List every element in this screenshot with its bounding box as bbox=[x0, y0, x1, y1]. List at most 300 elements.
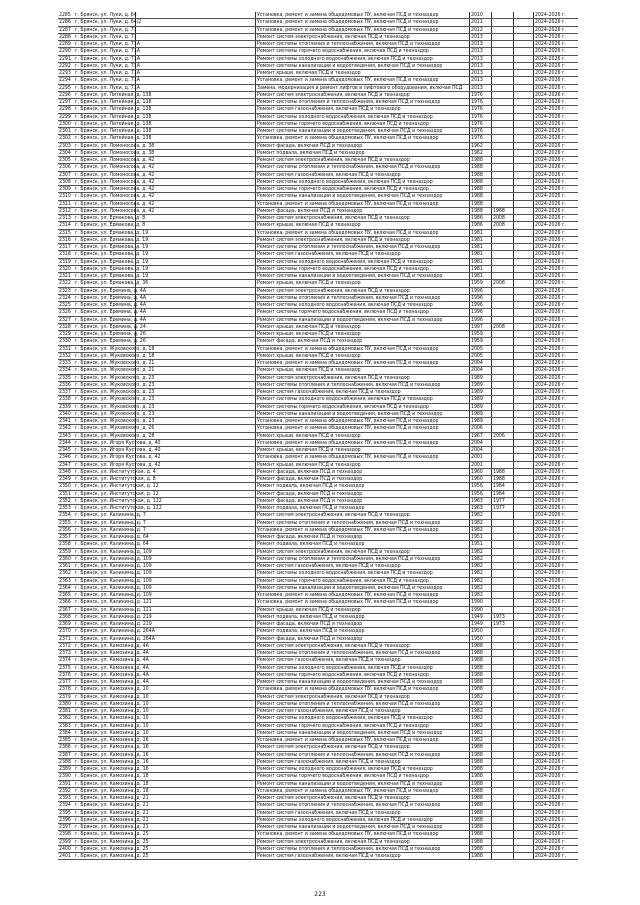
planned-period-cell: 2024-2026 г. bbox=[535, 149, 566, 156]
commission-year-cell: 1988 bbox=[470, 193, 492, 199]
last-repair-year-cell bbox=[492, 853, 514, 859]
address-cell: г. Брянск, ул. Ермакова, д. 8 bbox=[75, 215, 146, 221]
table-row bbox=[58, 527, 578, 534]
last-repair-year-cell bbox=[492, 56, 514, 62]
work-type-cell: Установка, ремонт и замена общедомовых ПУ, включая ПСД и техназдор bbox=[256, 599, 470, 605]
blank-cell bbox=[136, 585, 256, 591]
commission-year-cell: 2004 bbox=[470, 447, 492, 453]
blank-cell bbox=[514, 788, 534, 794]
blank-cell bbox=[136, 92, 256, 98]
address-cell: г. Брянск, ул. Ломоносова, д. 42 bbox=[75, 207, 155, 214]
work-type-cell: Ремонт системы отопления и теплоснабжения, включая ПСД и техназдор bbox=[256, 650, 470, 656]
row-number: 2361 bbox=[59, 563, 71, 569]
planned-period-cell: 2024-2026 г. bbox=[535, 381, 566, 388]
address-cell: г. Брянск, ул. Жуковского, д. 23 bbox=[75, 403, 155, 410]
row-number: 2287 bbox=[59, 26, 71, 33]
table-row bbox=[58, 288, 578, 295]
commission-year-cell: 1951 bbox=[470, 541, 492, 547]
blank-cell bbox=[136, 34, 256, 40]
table-row bbox=[58, 114, 578, 121]
last-repair-year-cell bbox=[492, 114, 514, 120]
table-row bbox=[58, 788, 578, 795]
row-number: 2369 bbox=[59, 621, 71, 627]
commission-year-cell: 2013 bbox=[470, 70, 492, 76]
blank-cell bbox=[136, 208, 256, 214]
work-type-cell: Ремонт крыши, включая ПСД и техназдор bbox=[256, 462, 470, 468]
blank-cell bbox=[514, 179, 534, 185]
planned-period-cell: 2024-2026 г. bbox=[535, 816, 566, 823]
commission-year-cell: 1981 bbox=[470, 230, 492, 236]
row-number: 2395 bbox=[59, 809, 71, 816]
planned-period-cell: 2024-2026 г. bbox=[535, 584, 566, 591]
blank-cell bbox=[514, 679, 534, 685]
last-repair-year-cell bbox=[492, 404, 514, 410]
blank-cell bbox=[514, 295, 534, 301]
blank-cell bbox=[514, 331, 534, 337]
commission-year-cell: 1988 bbox=[470, 208, 492, 214]
work-type-cell: Установка, ремонт и замена общедомовых ПУ, включая ПСД и техназдор bbox=[256, 201, 470, 207]
blank-cell bbox=[514, 34, 534, 40]
blank-cell bbox=[514, 63, 534, 69]
address-cell: г. Брянск, ул. Калинина, д. 264А bbox=[75, 635, 155, 642]
blank-cell bbox=[136, 708, 256, 714]
last-repair-year-cell: 1988 bbox=[492, 476, 514, 482]
last-repair-year-cell bbox=[492, 715, 514, 721]
table-row bbox=[58, 556, 578, 563]
blank-cell bbox=[136, 650, 256, 656]
commission-year-cell: 1988 bbox=[470, 846, 492, 852]
work-type-cell: Ремонт системы холодного водоснабжения, включая ПСД и техназдор bbox=[256, 766, 470, 772]
row-number: 2358 bbox=[59, 541, 71, 548]
last-repair-year-cell bbox=[492, 759, 514, 765]
last-repair-year-cell bbox=[492, 150, 514, 156]
row-number: 2379 bbox=[59, 693, 71, 700]
table-row bbox=[58, 657, 578, 664]
blank-cell bbox=[136, 251, 256, 257]
address-cell: г. Брянск, ул. Ермакова, д. 36 bbox=[75, 280, 149, 287]
row-number: 2330 bbox=[59, 338, 71, 345]
table-row bbox=[58, 469, 578, 476]
blank-cell bbox=[136, 404, 256, 410]
blank-cell bbox=[136, 795, 256, 801]
table-row bbox=[58, 846, 578, 853]
work-type-cell: Ремонт системы холодного водоснабжения, включая ПСД и техназдор bbox=[256, 302, 470, 308]
row-number: 2323 bbox=[59, 287, 71, 294]
planned-period-cell: 2024-2026 г. bbox=[535, 164, 566, 171]
planned-period-cell: 2024-2026 г. bbox=[535, 396, 566, 403]
address-cell: г. Брянск, ул. Еремина, д. 26 bbox=[75, 331, 146, 337]
address-cell: г. Брянск, ул. Камозина, д. 16 bbox=[75, 751, 149, 758]
planned-period-cell: 2024-2026 г. bbox=[535, 824, 566, 830]
blank-cell bbox=[514, 853, 534, 859]
table-row bbox=[58, 309, 578, 316]
last-repair-year-cell bbox=[492, 12, 514, 18]
last-repair-year-cell bbox=[492, 85, 514, 91]
last-repair-year-cell bbox=[492, 672, 514, 678]
address-cell: г. Брянск, ул. Луки, д. 64/2 bbox=[75, 19, 142, 26]
table-row bbox=[58, 215, 578, 222]
planned-period-cell: 2024-2026 г. bbox=[535, 766, 566, 772]
last-repair-year-cell: 1977 bbox=[492, 505, 514, 511]
table-row bbox=[58, 715, 578, 722]
planned-period-cell: 2024-2026 г. bbox=[535, 555, 566, 562]
row-number: 2385 bbox=[59, 737, 71, 743]
address-cell: г. Брянск, ул. Луки, д. 71 bbox=[75, 33, 137, 40]
last-repair-year-cell bbox=[492, 63, 514, 69]
address-cell: г. Брянск, ул. Еремина, д. 4А bbox=[75, 287, 147, 294]
blank-cell bbox=[136, 135, 256, 141]
last-repair-year-cell bbox=[492, 462, 514, 468]
blank-cell bbox=[136, 737, 256, 743]
work-type-cell: Установка, ремонт и замена общедомовых ПУ, включая ПСД и техназдор bbox=[256, 77, 470, 83]
last-repair-year-cell bbox=[492, 418, 514, 424]
last-repair-year-cell bbox=[492, 694, 514, 700]
blank-cell bbox=[514, 128, 534, 134]
address-cell: г. Брянск, ул. Камозина, д. 18 bbox=[75, 787, 149, 794]
planned-period-cell: 2024-2026 г. bbox=[535, 592, 566, 598]
table-row bbox=[58, 628, 578, 635]
blank-cell bbox=[514, 150, 534, 156]
blank-cell bbox=[514, 570, 534, 576]
commission-year-cell: 1982 bbox=[470, 556, 492, 562]
blank-cell bbox=[136, 338, 256, 344]
planned-period-cell: 2024-2026 г. bbox=[535, 621, 566, 627]
blank-cell bbox=[514, 462, 534, 468]
planned-period-cell: 2024-2026 г. bbox=[535, 700, 566, 707]
blank-cell bbox=[514, 259, 534, 265]
address-cell: г. Брянск, ул. Литейная, д. 138 bbox=[75, 91, 152, 98]
planned-period-cell: 2024-2026 г. bbox=[535, 360, 566, 366]
commission-year-cell: 1982 bbox=[470, 737, 492, 743]
work-type-cell: Ремонт подвала, включая ПСД и техназдор bbox=[256, 150, 470, 156]
commission-year-cell: 1996 bbox=[470, 302, 492, 308]
address-cell: г. Брянск, ул. Жуковского, д. 26 bbox=[75, 425, 155, 432]
address-cell: г. Брянск, ул. Камозина, д. 10 bbox=[75, 708, 149, 714]
row-number: 2285 bbox=[59, 12, 71, 18]
page-number: 223 bbox=[314, 891, 326, 898]
planned-period-cell: 2024-2026 г. bbox=[535, 265, 566, 272]
planned-period-cell: 2024-2026 г. bbox=[535, 729, 566, 736]
table-row bbox=[58, 730, 578, 737]
table-row bbox=[58, 266, 578, 273]
row-number: 2329 bbox=[59, 331, 71, 337]
blank-cell bbox=[136, 396, 256, 402]
commission-year-cell: 1982 bbox=[470, 527, 492, 533]
address-cell: г. Брянск, ул. Калинина, д. 109 bbox=[75, 570, 152, 577]
work-type-cell: Установка, ремонт и замена общедомовых ПУ, включая ПСД и техназдор bbox=[256, 19, 470, 25]
commission-year-cell: 1996 bbox=[470, 295, 492, 301]
row-number: 2302 bbox=[59, 135, 71, 142]
address-cell: г. Брянск, ул. Калинина, д. 109 bbox=[75, 548, 152, 555]
last-repair-year-cell bbox=[492, 92, 514, 98]
address-cell: г. Брянск, ул. Ермакова, д. 19 bbox=[75, 236, 149, 243]
blank-cell bbox=[514, 48, 534, 54]
blank-cell bbox=[136, 694, 256, 700]
address-cell: г. Брянск, ул. Литейная, д. 138 bbox=[75, 120, 152, 127]
address-cell: г. Брянск, ул. Игоря Кустова, д. 40 bbox=[75, 439, 161, 446]
work-type-cell: Ремонт систем электроснабжения, включая ПСД и техназдор bbox=[256, 215, 470, 221]
commission-year-cell: 1988 bbox=[470, 831, 492, 837]
work-type-cell: Ремонт системы горячего водоснабжения, включая ПСД и техназдор bbox=[256, 773, 470, 779]
planned-period-cell: 2024-2026 г. bbox=[535, 468, 566, 475]
planned-period-cell: 2024-2026 г. bbox=[535, 84, 566, 91]
row-number: 2339 bbox=[59, 403, 71, 410]
blank-cell bbox=[136, 534, 256, 540]
planned-period-cell: 2024-2026 г. bbox=[535, 795, 566, 801]
last-repair-year-cell bbox=[492, 237, 514, 243]
blank-cell bbox=[136, 150, 256, 156]
row-number: 2398 bbox=[59, 831, 71, 838]
blank-cell bbox=[136, 839, 256, 845]
work-type-cell: Ремонт фасада, включая ПСД и техназдор bbox=[256, 491, 470, 497]
commission-year-cell: 2013 bbox=[470, 41, 492, 47]
table-row bbox=[58, 280, 578, 287]
blank-cell bbox=[136, 491, 256, 497]
work-type-cell: Установка, ремонт и замена общедомовых ПУ, включая ПСД и техназдор bbox=[256, 440, 470, 446]
table-row bbox=[58, 853, 578, 860]
blank-cell bbox=[136, 512, 256, 518]
last-repair-year-cell bbox=[492, 259, 514, 265]
work-type-cell: Ремонт подвала, включая ПСД и техназдор bbox=[256, 614, 470, 620]
row-number: 2320 bbox=[59, 265, 71, 272]
row-number: 2393 bbox=[59, 795, 71, 801]
address-cell: г. Брянск, ул. Еремина, д. 24 bbox=[75, 323, 146, 330]
last-repair-year-cell bbox=[492, 454, 514, 460]
last-repair-year-cell bbox=[492, 317, 514, 323]
work-type-cell: Ремонт системы канализации и водоотведения, включая ПСД и техназдор bbox=[256, 63, 470, 69]
work-type-cell: Ремонт подвала, включая ПСД и техназдор bbox=[256, 505, 470, 511]
row-number: 2304 bbox=[59, 149, 71, 156]
planned-period-cell: 2024-2026 г. bbox=[535, 280, 566, 287]
blank-cell bbox=[136, 476, 256, 482]
planned-period-cell: 2024-2026 г. bbox=[535, 737, 566, 743]
address-cell: г. Брянск, ул. Калинина, д. 64 bbox=[75, 541, 149, 548]
row-number: 2370 bbox=[59, 628, 71, 635]
work-type-cell: Ремонт систем электроснабжения, включая ПСД и техназдор bbox=[256, 694, 470, 700]
address-cell: г. Брянск, ул. Камозина, д. 4А bbox=[75, 650, 149, 656]
address-cell: г. Брянск, ул. Камозина, д. 16 bbox=[75, 737, 149, 743]
blank-cell bbox=[514, 360, 534, 366]
commission-year-cell: 2006 bbox=[470, 425, 492, 431]
blank-cell bbox=[514, 106, 534, 112]
blank-cell bbox=[514, 222, 534, 228]
commission-year-cell: 1976 bbox=[470, 128, 492, 134]
blank-cell bbox=[514, 708, 534, 714]
blank-cell bbox=[514, 534, 534, 540]
planned-period-cell: 2024-2026 г. bbox=[535, 215, 566, 221]
blank-cell bbox=[136, 433, 256, 439]
table-row bbox=[58, 251, 578, 258]
blank-cell bbox=[136, 418, 256, 424]
work-type-cell: Ремонт системы горячего водоснабжения, включая ПСД и техназдор bbox=[256, 121, 470, 127]
row-number: 2377 bbox=[59, 679, 71, 685]
commission-year-cell: 1988 bbox=[470, 744, 492, 750]
planned-period-cell: 2024-2026 г. bbox=[535, 838, 566, 845]
commission-year-cell: 1981 bbox=[470, 273, 492, 279]
planned-period-cell: 2024-2026 г. bbox=[535, 483, 566, 490]
row-number: 2388 bbox=[59, 758, 71, 765]
work-type-cell: Ремонт системы канализации и водоотведения, включая ПСД и техназдор bbox=[256, 273, 470, 279]
work-type-cell: Ремонт систем электроснабжения, включая ПСД и техназдор bbox=[256, 512, 470, 518]
row-number: 2334 bbox=[59, 367, 71, 374]
work-type-cell: Ремонт системы горячего водоснабжения, включая ПСД и техназдор bbox=[256, 404, 470, 410]
blank-cell bbox=[514, 382, 534, 388]
planned-period-cell: 2024-2026 г. bbox=[535, 715, 566, 722]
blank-cell bbox=[514, 817, 534, 823]
blank-cell bbox=[136, 759, 256, 765]
work-type-cell: Установка, ремонт и замена общедомовых ПУ, включая ПСД и техназдор bbox=[256, 418, 470, 424]
commission-year-cell: 1981 bbox=[470, 251, 492, 257]
row-number: 2384 bbox=[59, 729, 71, 736]
work-type-cell: Ремонт системы горячего водоснабжения, включая ПСД и техназдор bbox=[256, 309, 470, 315]
blank-cell bbox=[136, 773, 256, 779]
commission-year-cell: 2011 bbox=[470, 19, 492, 25]
planned-period-cell: 2024-2026 г. bbox=[535, 345, 566, 352]
planned-period-cell: 2024-2026 г. bbox=[535, 526, 566, 533]
table-row bbox=[58, 201, 578, 208]
table-row bbox=[58, 701, 578, 708]
blank-cell bbox=[136, 527, 256, 533]
blank-cell bbox=[136, 665, 256, 671]
blank-cell bbox=[514, 672, 534, 678]
planned-period-cell: 2024-2026 г. bbox=[535, 686, 566, 693]
row-number: 2337 bbox=[59, 389, 71, 395]
address-cell: г. Брянск, ул. Еремина, д. 4А bbox=[75, 294, 147, 301]
address-cell: г. Брянск, ул. Камозина, д. 18 bbox=[75, 773, 149, 780]
planned-period-cell: 2024-2026 г. bbox=[535, 77, 566, 84]
commission-year-cell: 1996 bbox=[470, 288, 492, 294]
blank-cell bbox=[514, 77, 534, 83]
row-number: 2310 bbox=[59, 193, 71, 200]
work-type-cell: Ремонт системы отопления и теплоснабжения, включая ПСД и техназдор bbox=[256, 802, 470, 808]
table-row bbox=[58, 396, 578, 403]
work-type-cell: Ремонт фасада, включая ПСД и техназдор bbox=[256, 534, 470, 540]
planned-period-cell: 2024-2026 г. bbox=[535, 19, 566, 26]
blank-cell bbox=[514, 621, 534, 627]
planned-period-cell: 2024-2026 г. bbox=[535, 186, 566, 192]
row-number: 2331 bbox=[59, 345, 71, 352]
commission-year-cell: 1959 bbox=[470, 338, 492, 344]
last-repair-year-cell bbox=[492, 607, 514, 613]
row-number: 2291 bbox=[59, 55, 71, 62]
last-repair-year-cell bbox=[492, 425, 514, 431]
last-repair-year-cell bbox=[492, 737, 514, 743]
planned-period-cell: 2024-2026 г. bbox=[535, 751, 566, 758]
address-cell: г. Брянск, ул. Камозина, д. 10 bbox=[75, 729, 149, 736]
planned-period-cell: 2024-2026 г. bbox=[535, 432, 566, 439]
blank-cell bbox=[514, 498, 534, 504]
planned-period-cell: 2024-2026 г. bbox=[535, 55, 566, 62]
row-number: 2360 bbox=[59, 555, 71, 562]
blank-cell bbox=[514, 143, 534, 149]
row-number: 2346 bbox=[59, 454, 71, 461]
commission-year-cell: 1981 bbox=[470, 259, 492, 265]
commission-year-cell: 1982 bbox=[470, 578, 492, 584]
planned-period-cell: 2024-2026 г. bbox=[535, 287, 566, 294]
blank-cell bbox=[514, 172, 534, 178]
table-row bbox=[58, 85, 578, 92]
commission-year-cell: 2001 bbox=[470, 462, 492, 468]
planned-period-cell: 2024-2026 г. bbox=[535, 294, 566, 301]
table-row bbox=[58, 817, 578, 824]
blank-cell bbox=[136, 237, 256, 243]
row-number: 2297 bbox=[59, 99, 71, 105]
blank-cell bbox=[136, 643, 256, 649]
row-number: 2372 bbox=[59, 642, 71, 649]
commission-year-cell: 1956 bbox=[470, 483, 492, 489]
blank-cell bbox=[514, 527, 534, 533]
blank-cell bbox=[514, 599, 534, 605]
address-cell: г. Брянск, ул. Луки, д. 71А bbox=[75, 70, 140, 76]
blank-cell bbox=[136, 853, 256, 859]
blank-cell bbox=[136, 556, 256, 562]
blank-cell bbox=[136, 230, 256, 236]
work-type-cell: Ремонт системы канализации и водоотведения, включая ПСД и техназдор bbox=[256, 679, 470, 685]
address-cell: г. Брянск, ул. Камозина, д. 16 bbox=[75, 744, 149, 751]
blank-cell bbox=[514, 70, 534, 76]
row-number: 2298 bbox=[59, 106, 71, 113]
blank-cell bbox=[514, 476, 534, 482]
blank-cell bbox=[136, 324, 256, 330]
planned-period-cell: 2024-2026 г. bbox=[535, 802, 566, 809]
blank-cell bbox=[136, 425, 256, 431]
address-cell: г. Брянск, ул. Камозина, д. 4А bbox=[75, 657, 149, 664]
work-type-cell: Ремонт систем электроснабжения, включая ПСД и техназдор bbox=[256, 375, 470, 381]
row-number: 2368 bbox=[59, 613, 71, 620]
work-type-cell: Ремонт систем электроснабжения, включая ПСД и техназдор bbox=[256, 288, 470, 294]
commission-year-cell: 2005 bbox=[470, 353, 492, 359]
blank-cell bbox=[136, 781, 256, 787]
commission-year-cell: 2001 bbox=[470, 454, 492, 460]
last-repair-year-cell bbox=[492, 41, 514, 47]
planned-period-cell: 2024-2026 г. bbox=[535, 541, 566, 548]
commission-year-cell: 1986 bbox=[470, 222, 492, 228]
work-type-cell: Установка, ремонт и замена общедомовых ПУ, включая ПСД и техназдор bbox=[256, 346, 470, 352]
blank-cell bbox=[136, 375, 256, 381]
commission-year-cell: 1976 bbox=[470, 135, 492, 141]
table-row bbox=[58, 831, 578, 838]
planned-period-cell: 2024-2026 г. bbox=[535, 207, 566, 214]
blank-cell bbox=[514, 121, 534, 127]
row-number: 2348 bbox=[59, 468, 71, 475]
blank-cell bbox=[514, 309, 534, 315]
row-number: 2374 bbox=[59, 657, 71, 664]
blank-cell bbox=[514, 418, 534, 424]
blank-cell bbox=[136, 128, 256, 134]
commission-year-cell: 1982 bbox=[470, 592, 492, 598]
address-cell: г. Брянск, ул. Литейная, д. 138 bbox=[75, 106, 152, 113]
planned-period-cell: 2024-2026 г. bbox=[535, 157, 566, 163]
last-repair-year-cell bbox=[492, 128, 514, 134]
blank-cell bbox=[514, 425, 534, 431]
blank-cell bbox=[514, 737, 534, 743]
address-cell: г. Брянск, ул. Камозина, д. 25 bbox=[75, 838, 149, 845]
last-repair-year-cell bbox=[492, 628, 514, 634]
planned-period-cell: 2024-2026 г. bbox=[535, 171, 566, 178]
commission-year-cell: 1982 bbox=[470, 730, 492, 736]
last-repair-year-cell bbox=[492, 788, 514, 794]
blank-cell bbox=[136, 367, 256, 373]
blank-cell bbox=[136, 106, 256, 112]
blank-cell bbox=[136, 164, 256, 170]
address-cell: г. Брянск, ул. Жуковского, д. 23 bbox=[75, 418, 155, 424]
blank-cell bbox=[514, 592, 534, 598]
blank-cell bbox=[514, 56, 534, 62]
row-number: 2367 bbox=[59, 606, 71, 613]
blank-cell bbox=[136, 63, 256, 69]
table-row bbox=[58, 636, 578, 643]
table-row bbox=[58, 752, 578, 759]
